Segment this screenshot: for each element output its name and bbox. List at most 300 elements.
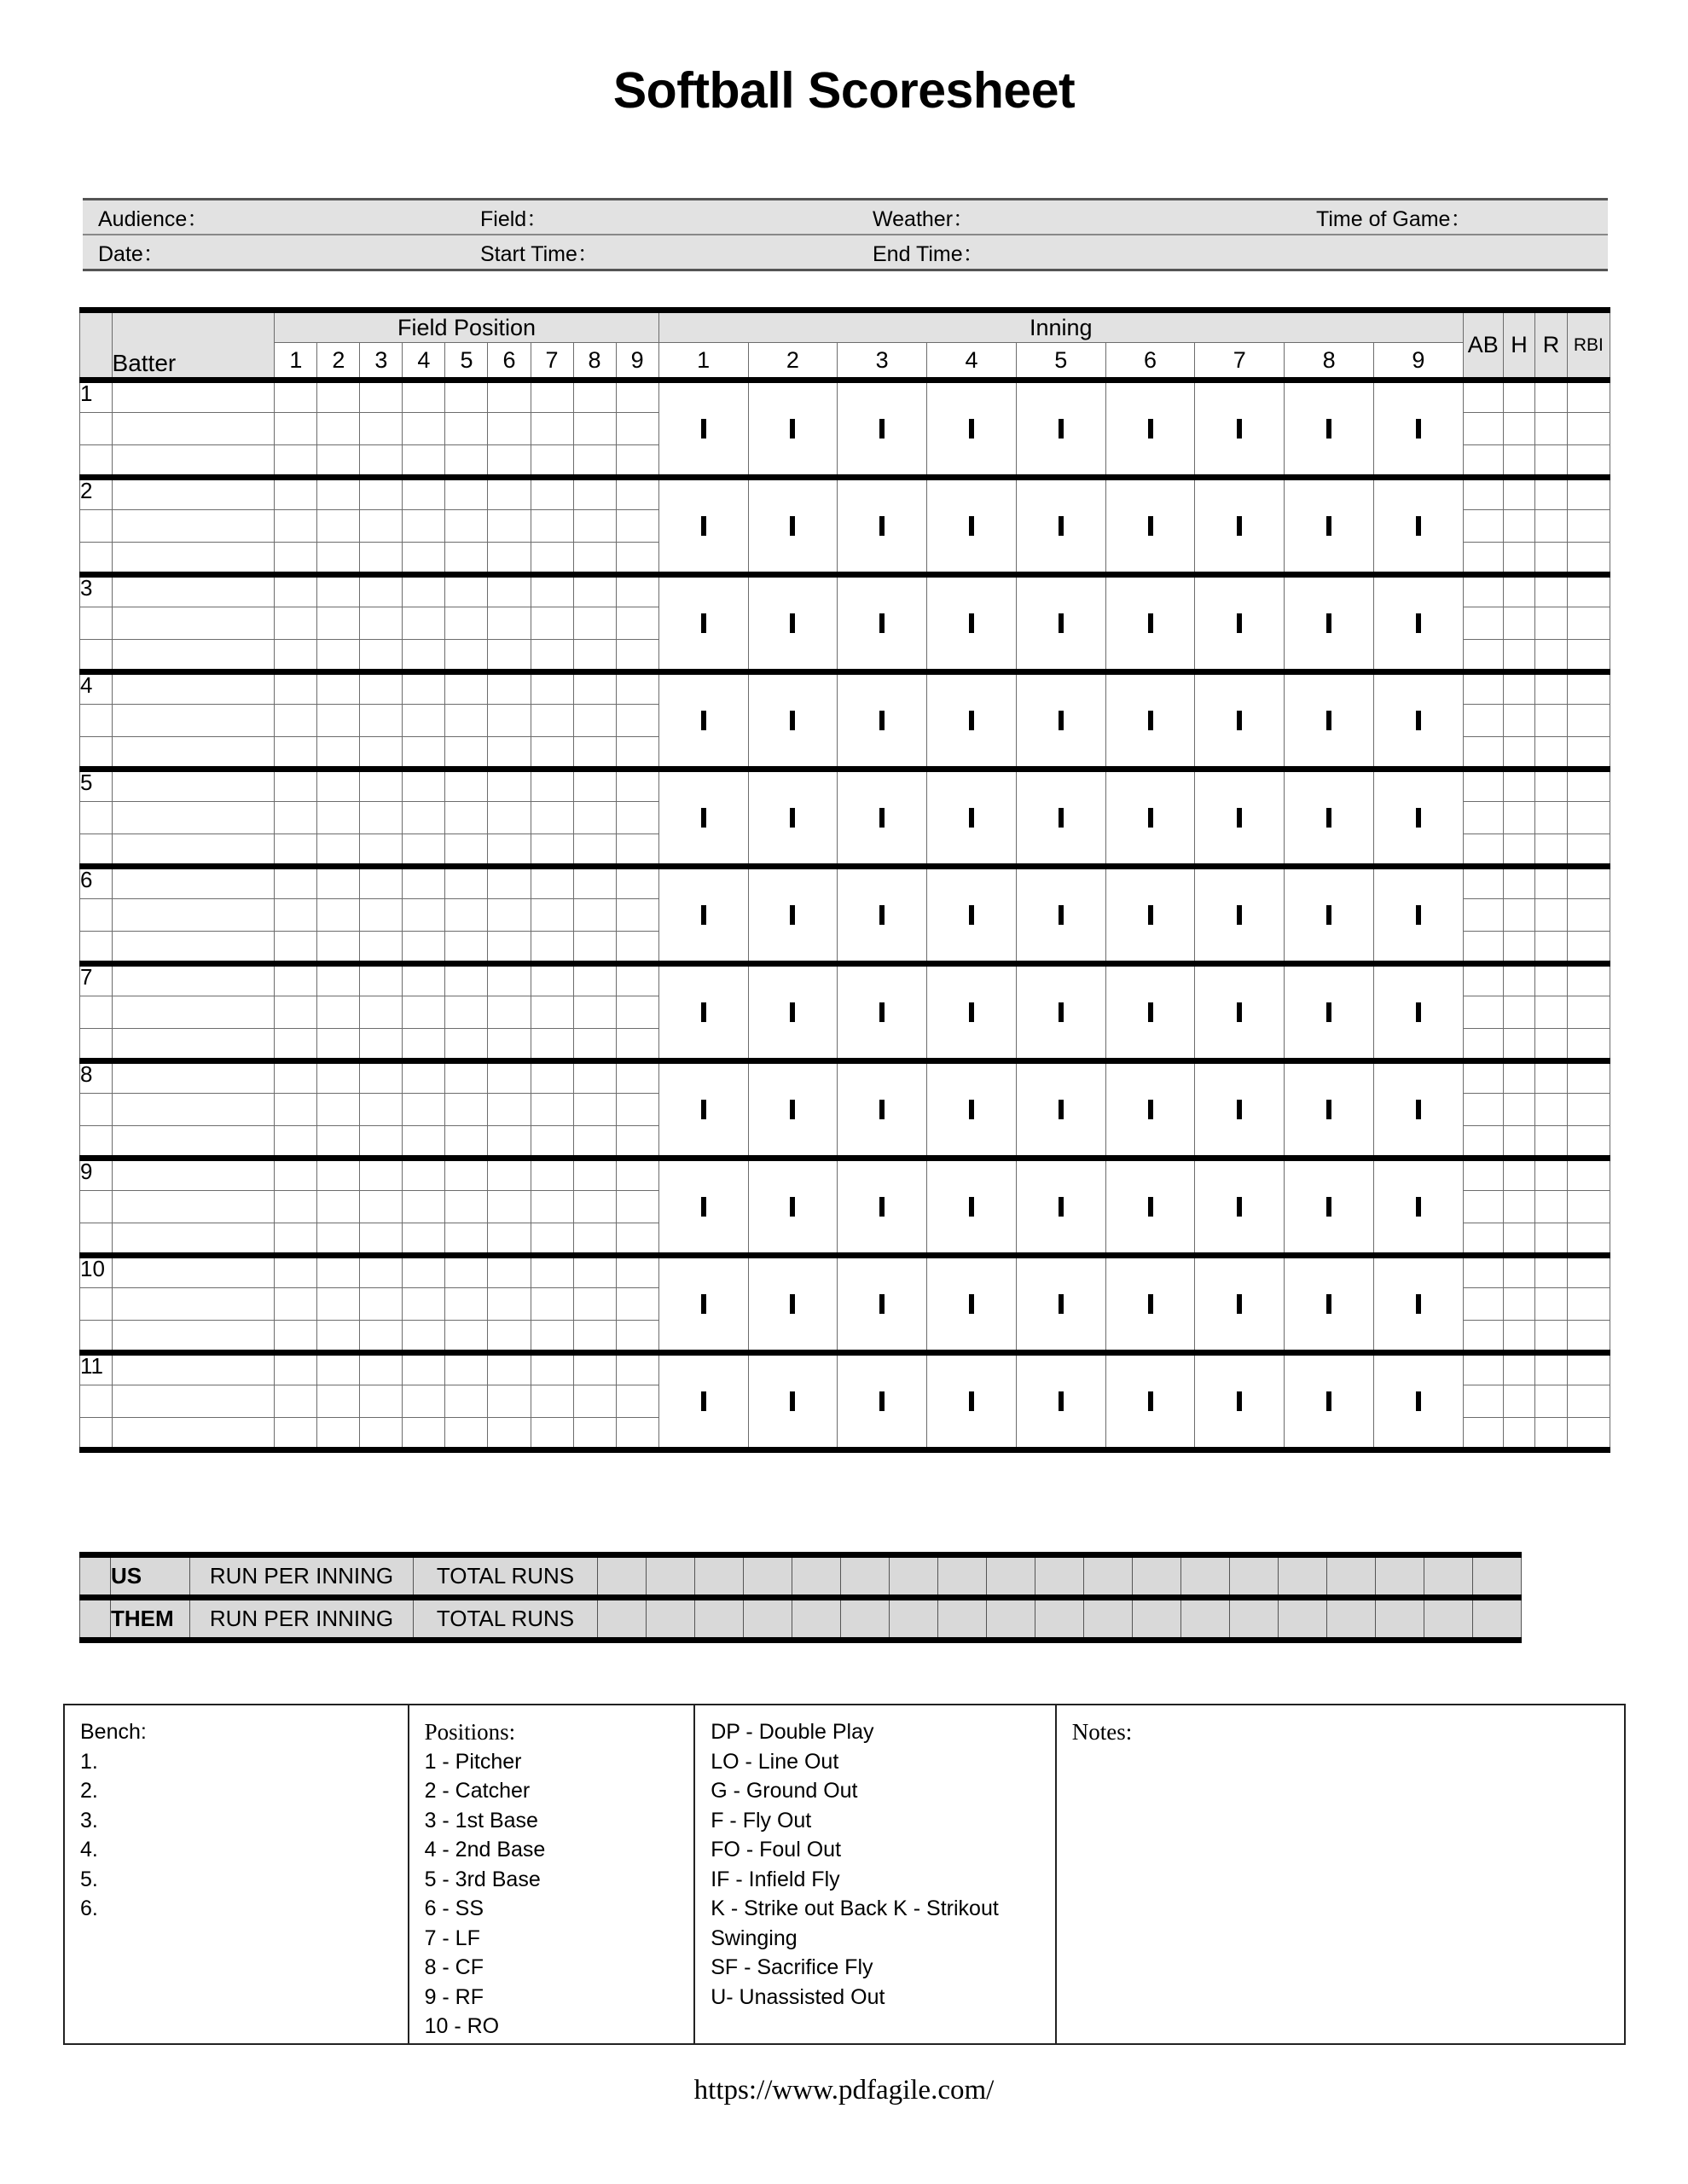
field-position-cell[interactable] [275,380,317,413]
inning-scoring-cell[interactable] [1195,1256,1285,1353]
table-row[interactable] [80,1353,1610,1385]
field-position-cell[interactable] [275,899,317,932]
field-position-cell[interactable] [488,445,531,478]
batter-name-input[interactable] [112,802,275,834]
field-position-cell[interactable] [488,1288,531,1321]
field-position-cell[interactable] [616,867,658,899]
field-position-cell[interactable] [275,1029,317,1061]
field-position-cell[interactable] [403,1288,445,1321]
field-position-cell[interactable] [360,1061,403,1094]
inning-scoring-cell[interactable] [838,672,927,770]
inning-scoring-cell[interactable] [1285,672,1374,770]
inning-scoring-cell[interactable] [1105,1353,1195,1450]
rbi-cell[interactable] [1567,1256,1610,1288]
field-position-cell[interactable] [573,834,616,867]
rbi-cell[interactable] [1567,996,1610,1029]
field-position-cell[interactable] [616,543,658,575]
rbi-cell[interactable] [1567,607,1610,640]
inning-scoring-cell[interactable] [1195,380,1285,478]
field-position-cell[interactable] [403,575,445,607]
totals-input-cell[interactable] [1133,1598,1181,1641]
field-position-cell[interactable] [317,1385,360,1418]
field-position-cell[interactable] [275,510,317,543]
field-position-cell[interactable] [445,1126,488,1159]
totals-input-cell[interactable] [1181,1598,1230,1641]
totals-input-cell[interactable] [1133,1555,1181,1598]
field-position-cell[interactable] [616,445,658,478]
field-position-cell[interactable] [403,1061,445,1094]
field-position-cell[interactable] [616,1191,658,1223]
totals-input-cell[interactable] [792,1555,841,1598]
rbi-cell[interactable] [1567,1321,1610,1353]
ab-cell[interactable] [1463,932,1503,964]
field-position-cell[interactable] [360,1288,403,1321]
field-position-cell[interactable] [573,1385,616,1418]
field-position-cell[interactable] [360,445,403,478]
r-cell[interactable] [1535,1029,1568,1061]
ab-cell[interactable] [1463,510,1503,543]
r-cell[interactable] [1535,1061,1568,1094]
field-position-cell[interactable] [488,1353,531,1385]
field-position-cell[interactable] [573,964,616,996]
r-cell[interactable] [1535,932,1568,964]
field-position-cell[interactable] [403,996,445,1029]
h-cell[interactable] [1503,737,1535,770]
batter-name-input[interactable] [112,1223,275,1256]
field-position-cell[interactable] [360,996,403,1029]
field-position-cell[interactable] [360,1126,403,1159]
h-cell[interactable] [1503,996,1535,1029]
field-position-cell[interactable] [531,672,573,705]
inning-scoring-cell[interactable] [838,1353,927,1450]
field-position-cell[interactable] [488,867,531,899]
field-position-cell[interactable] [360,478,403,510]
batter-name-input[interactable] [112,932,275,964]
field-position-cell[interactable] [275,1223,317,1256]
totals-input-cell[interactable] [938,1598,987,1641]
batter-name-input[interactable] [112,1159,275,1191]
r-cell[interactable] [1535,672,1568,705]
r-cell[interactable] [1535,380,1568,413]
field-position-cell[interactable] [445,1256,488,1288]
field-position-cell[interactable] [403,1353,445,1385]
batter-name-input[interactable] [112,1191,275,1223]
field-position-cell[interactable] [488,478,531,510]
field-position-cell[interactable] [275,1385,317,1418]
field-position-cell[interactable] [275,1418,317,1450]
rbi-cell[interactable] [1567,478,1610,510]
inning-scoring-cell[interactable] [927,867,1017,964]
field-position-cell[interactable] [445,964,488,996]
field-position-cell[interactable] [488,1159,531,1191]
table-row[interactable] [80,964,1610,996]
inning-scoring-cell[interactable] [1285,380,1374,478]
inning-scoring-cell[interactable] [1285,575,1374,672]
field-position-cell[interactable] [488,380,531,413]
totals-input-cell[interactable] [1035,1598,1084,1641]
field-position-cell[interactable] [573,543,616,575]
inning-scoring-cell[interactable] [927,770,1017,867]
totals-input-cell[interactable] [890,1598,938,1641]
field-position-cell[interactable] [573,802,616,834]
batter-name-input[interactable] [112,640,275,672]
h-cell[interactable] [1503,1061,1535,1094]
r-cell[interactable] [1535,1191,1568,1223]
totals-input-cell[interactable] [987,1555,1035,1598]
inning-scoring-cell[interactable] [1195,867,1285,964]
field-position-cell[interactable] [317,899,360,932]
field-position-cell[interactable] [275,607,317,640]
field-position-cell[interactable] [317,737,360,770]
field-position-cell[interactable] [616,964,658,996]
inning-scoring-cell[interactable] [927,575,1017,672]
batter-name-input[interactable] [112,1288,275,1321]
field-position-cell[interactable] [531,1159,573,1191]
field-position-cell[interactable] [275,1353,317,1385]
field-position-cell[interactable] [403,413,445,445]
field-position-cell[interactable] [403,1223,445,1256]
totals-input-cell[interactable] [841,1555,890,1598]
field-position-cell[interactable] [403,867,445,899]
totals-input-cell[interactable] [792,1598,841,1641]
ab-cell[interactable] [1463,575,1503,607]
field-field[interactable]: Field： [480,206,548,231]
field-position-cell[interactable] [531,770,573,802]
inning-scoring-cell[interactable] [927,1256,1017,1353]
field-position-cell[interactable] [403,1256,445,1288]
field-position-cell[interactable] [488,607,531,640]
ab-cell[interactable] [1463,1223,1503,1256]
inning-scoring-cell[interactable] [658,672,748,770]
h-cell[interactable] [1503,380,1535,413]
field-position-cell[interactable] [531,1191,573,1223]
field-position-cell[interactable] [573,1418,616,1450]
rbi-cell[interactable] [1567,932,1610,964]
field-position-cell[interactable] [317,510,360,543]
field-position-cell[interactable] [531,834,573,867]
inning-scoring-cell[interactable] [658,1353,748,1450]
table-row[interactable] [80,1256,1610,1288]
inning-scoring-cell[interactable] [927,1061,1017,1159]
totals-input-cell[interactable] [598,1555,647,1598]
batter-name-input[interactable] [112,964,275,996]
h-cell[interactable] [1503,672,1535,705]
field-position-cell[interactable] [573,1321,616,1353]
h-cell[interactable] [1503,1288,1535,1321]
batter-name-input[interactable] [112,899,275,932]
rbi-cell[interactable] [1567,1094,1610,1126]
h-cell[interactable] [1503,1385,1535,1418]
totals-input-cell[interactable] [695,1598,744,1641]
field-position-cell[interactable] [360,575,403,607]
inning-scoring-cell[interactable] [658,770,748,867]
inning-scoring-cell[interactable] [658,478,748,575]
field-position-cell[interactable] [616,380,658,413]
h-cell[interactable] [1503,1353,1535,1385]
rbi-cell[interactable] [1567,1223,1610,1256]
inning-scoring-cell[interactable] [838,867,927,964]
field-position-cell[interactable] [488,510,531,543]
field-position-cell[interactable] [616,640,658,672]
inning-scoring-cell[interactable] [1105,575,1195,672]
field-position-cell[interactable] [488,1385,531,1418]
field-position-cell[interactable] [616,1321,658,1353]
field-position-cell[interactable] [488,1321,531,1353]
field-position-cell[interactable] [275,932,317,964]
inning-scoring-cell[interactable] [838,770,927,867]
field-position-cell[interactable] [573,1061,616,1094]
field-position-cell[interactable] [573,705,616,737]
field-position-cell[interactable] [573,1126,616,1159]
field-position-cell[interactable] [360,834,403,867]
ab-cell[interactable] [1463,1288,1503,1321]
r-cell[interactable] [1535,802,1568,834]
ab-cell[interactable] [1463,996,1503,1029]
field-position-cell[interactable] [616,1061,658,1094]
ab-cell[interactable] [1463,380,1503,413]
rbi-cell[interactable] [1567,770,1610,802]
field-position-cell[interactable] [317,705,360,737]
field-position-cell[interactable] [573,445,616,478]
field-position-cell[interactable] [531,996,573,1029]
field-position-cell[interactable] [445,1321,488,1353]
field-position-cell[interactable] [488,1061,531,1094]
h-cell[interactable] [1503,575,1535,607]
batter-name-input[interactable] [112,575,275,607]
field-position-cell[interactable] [275,575,317,607]
field-position-cell[interactable] [488,1418,531,1450]
rbi-cell[interactable] [1567,1353,1610,1385]
field-position-cell[interactable] [445,1223,488,1256]
field-position-cell[interactable] [360,1385,403,1418]
field-position-cell[interactable] [616,1094,658,1126]
inning-scoring-cell[interactable] [1285,770,1374,867]
inning-scoring-cell[interactable] [1105,672,1195,770]
field-position-cell[interactable] [360,899,403,932]
field-position-cell[interactable] [275,867,317,899]
field-position-cell[interactable] [403,1191,445,1223]
totals-input-cell[interactable] [987,1598,1035,1641]
totals-input-cell[interactable] [1424,1598,1473,1641]
h-cell[interactable] [1503,1029,1535,1061]
inning-scoring-cell[interactable] [1105,478,1195,575]
inning-scoring-cell[interactable] [838,1061,927,1159]
inning-scoring-cell[interactable] [1105,1159,1195,1256]
field-position-cell[interactable] [360,1321,403,1353]
field-position-cell[interactable] [573,1191,616,1223]
field-position-cell[interactable] [317,770,360,802]
inning-scoring-cell[interactable] [838,575,927,672]
field-position-cell[interactable] [616,510,658,543]
inning-scoring-cell[interactable] [1285,1061,1374,1159]
field-position-cell[interactable] [403,640,445,672]
field-position-cell[interactable] [531,932,573,964]
field-position-cell[interactable] [317,575,360,607]
weather-field[interactable]: Weather： [873,206,975,231]
field-position-cell[interactable] [317,1223,360,1256]
totals-input-cell[interactable] [890,1555,938,1598]
field-position-cell[interactable] [403,1321,445,1353]
ab-cell[interactable] [1463,964,1503,996]
field-position-cell[interactable] [403,802,445,834]
field-position-cell[interactable] [403,737,445,770]
inning-scoring-cell[interactable] [1195,964,1285,1061]
r-cell[interactable] [1535,834,1568,867]
inning-scoring-cell[interactable] [1373,672,1463,770]
rbi-cell[interactable] [1567,1418,1610,1450]
inning-scoring-cell[interactable] [748,1353,838,1450]
field-position-cell[interactable] [616,1223,658,1256]
totals-input-cell[interactable] [1230,1555,1279,1598]
totals-input-cell[interactable] [1230,1598,1279,1641]
r-cell[interactable] [1535,1094,1568,1126]
r-cell[interactable] [1535,607,1568,640]
inning-scoring-cell[interactable] [748,1061,838,1159]
field-position-cell[interactable] [488,996,531,1029]
field-position-cell[interactable] [360,1223,403,1256]
rbi-cell[interactable] [1567,834,1610,867]
inning-scoring-cell[interactable] [748,672,838,770]
field-position-cell[interactable] [403,834,445,867]
r-cell[interactable] [1535,705,1568,737]
field-position-cell[interactable] [317,1061,360,1094]
inning-scoring-cell[interactable] [748,380,838,478]
totals-input-cell[interactable] [1181,1555,1230,1598]
field-position-cell[interactable] [445,1159,488,1191]
ab-cell[interactable] [1463,705,1503,737]
field-position-cell[interactable] [573,932,616,964]
inning-scoring-cell[interactable] [1285,964,1374,1061]
field-position-cell[interactable] [531,802,573,834]
inning-scoring-cell[interactable] [1195,672,1285,770]
rbi-cell[interactable] [1567,705,1610,737]
field-position-cell[interactable] [317,802,360,834]
field-position-cell[interactable] [403,932,445,964]
inning-scoring-cell[interactable] [1016,575,1105,672]
ab-cell[interactable] [1463,1061,1503,1094]
field-position-cell[interactable] [317,1159,360,1191]
field-position-cell[interactable] [445,1061,488,1094]
field-position-cell[interactable] [616,478,658,510]
field-position-cell[interactable] [275,543,317,575]
field-position-cell[interactable] [531,445,573,478]
field-position-cell[interactable] [317,834,360,867]
field-position-cell[interactable] [616,737,658,770]
field-position-cell[interactable] [360,672,403,705]
totals-input-cell[interactable] [1376,1598,1424,1641]
field-position-cell[interactable] [360,737,403,770]
field-position-cell[interactable] [531,640,573,672]
inning-scoring-cell[interactable] [748,1159,838,1256]
field-position-cell[interactable] [616,932,658,964]
field-position-cell[interactable] [317,1418,360,1450]
field-position-cell[interactable] [317,413,360,445]
field-position-cell[interactable] [360,1353,403,1385]
field-position-cell[interactable] [573,413,616,445]
field-position-cell[interactable] [531,737,573,770]
totals-input-cell[interactable] [695,1555,744,1598]
field-position-cell[interactable] [488,802,531,834]
totals-input-cell[interactable] [1084,1555,1133,1598]
field-position-cell[interactable] [531,1353,573,1385]
field-position-cell[interactable] [531,607,573,640]
inning-scoring-cell[interactable] [1373,1256,1463,1353]
field-position-cell[interactable] [403,705,445,737]
footer-url[interactable]: https://www.pdfagile.com/ [693,2075,995,2106]
inning-scoring-cell[interactable] [1285,1159,1374,1256]
field-position-cell[interactable] [275,770,317,802]
field-position-cell[interactable] [531,1288,573,1321]
legend-notes-column[interactable] [1057,1705,1624,2043]
field-position-cell[interactable] [488,413,531,445]
r-cell[interactable] [1535,1126,1568,1159]
field-position-cell[interactable] [616,672,658,705]
field-position-cell[interactable] [573,478,616,510]
batter-name-input[interactable] [112,1321,275,1353]
batter-name-input[interactable] [112,705,275,737]
rbi-cell[interactable] [1567,543,1610,575]
field-position-cell[interactable] [275,834,317,867]
field-position-cell[interactable] [616,1159,658,1191]
field-position-cell[interactable] [531,1418,573,1450]
rbi-cell[interactable] [1567,899,1610,932]
field-position-cell[interactable] [360,1159,403,1191]
field-position-cell[interactable] [275,1321,317,1353]
rbi-cell[interactable] [1567,575,1610,607]
inning-scoring-cell[interactable] [1285,1256,1374,1353]
field-position-cell[interactable] [616,996,658,1029]
field-position-cell[interactable] [275,1126,317,1159]
rbi-cell[interactable] [1567,737,1610,770]
field-position-cell[interactable] [403,770,445,802]
ab-cell[interactable] [1463,834,1503,867]
totals-input-cell[interactable] [841,1598,890,1641]
field-position-cell[interactable] [317,543,360,575]
h-cell[interactable] [1503,1256,1535,1288]
field-position-cell[interactable] [488,1094,531,1126]
ab-cell[interactable] [1463,607,1503,640]
batter-name-input[interactable] [112,1126,275,1159]
totals-input-cell[interactable] [744,1555,792,1598]
inning-scoring-cell[interactable] [1016,1353,1105,1450]
h-cell[interactable] [1503,1126,1535,1159]
batter-name-input[interactable] [112,1418,275,1450]
field-position-cell[interactable] [275,1094,317,1126]
r-cell[interactable] [1535,867,1568,899]
r-cell[interactable] [1535,575,1568,607]
table-row[interactable] [80,1159,1610,1191]
field-position-cell[interactable] [531,964,573,996]
r-cell[interactable] [1535,510,1568,543]
field-position-cell[interactable] [317,964,360,996]
inning-scoring-cell[interactable] [1285,867,1374,964]
field-position-cell[interactable] [317,478,360,510]
field-position-cell[interactable] [488,672,531,705]
field-position-cell[interactable] [403,1029,445,1061]
inning-scoring-cell[interactable] [748,1256,838,1353]
field-position-cell[interactable] [317,996,360,1029]
inning-scoring-cell[interactable] [838,380,927,478]
inning-scoring-cell[interactable] [1016,672,1105,770]
field-position-cell[interactable] [317,1321,360,1353]
inning-scoring-cell[interactable] [1373,1159,1463,1256]
field-position-cell[interactable] [360,510,403,543]
date-field[interactable]: Date： [98,241,165,266]
field-position-cell[interactable] [573,510,616,543]
table-row[interactable] [80,1061,1610,1094]
inning-scoring-cell[interactable] [1285,478,1374,575]
inning-scoring-cell[interactable] [1105,770,1195,867]
